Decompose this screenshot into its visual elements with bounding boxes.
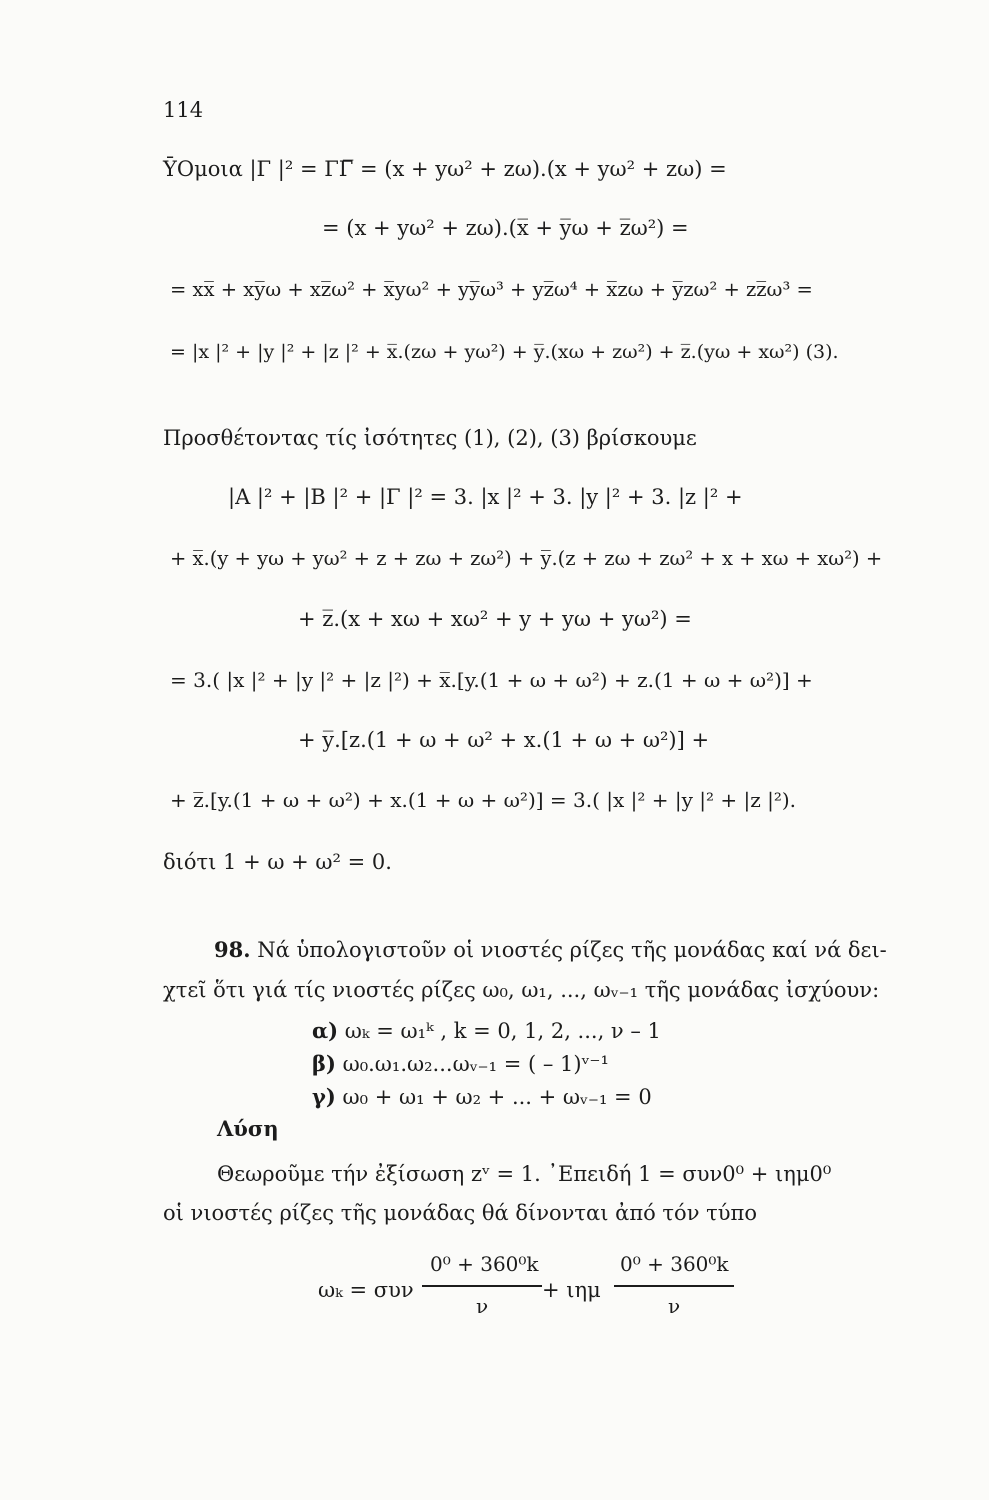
item-b-text: ω₀.ω₁.ω₂...ωᵥ₋₁ = ( – 1)ᵛ⁻¹ (335, 1052, 609, 1076)
formula-numerator-2: 0⁰ + 360⁰k (620, 1252, 729, 1276)
equation-line-10: + y̅.[z.(1 + ω + ω² + x.(1 + ω + ω²)] + (298, 728, 710, 752)
paragraph-text: Προσθέτοντας τίς ἰσότητες (1), (2), (3) βρίσκουμε (163, 426, 697, 450)
equation-line-3: = xx̅ + xy̅ω + xz̅ω² + x̅yω² + yy̅ω³ + yz̅ω⁴ + x̅zω + y̅zω² + zz̅ω³ = (170, 278, 813, 301)
item-a-text: ωₖ = ω₁ᵏ , k = 0, 1, 2, ..., ν – 1 (338, 1019, 661, 1043)
formula-lhs: ωₖ = συν (318, 1278, 414, 1302)
formula-numerator-1: 0⁰ + 360⁰k (430, 1252, 539, 1276)
item-c-text: ω₀ + ω₁ + ω₂ + ... + ωᵥ₋₁ = 0 (335, 1085, 652, 1109)
equation-line-4: = |x |² + |y |² + |z |² + x̅.(zω + yω²) + y̅.(xω + zω²) + z̅.(yω + xω²) (3). (170, 341, 839, 363)
solution-text-2: οἱ νιοστές ρίζες τῆς μονάδας θά δίνονται ἀπό τόν τύπο (163, 1201, 757, 1225)
item-c-label: γ) (312, 1084, 336, 1109)
exercise-text: Νά ὑπολογιστοῦν οἱ νιοστές ρίζες τῆς μονάδας καί νά δει- (250, 938, 887, 962)
item-b-label: β) (312, 1051, 336, 1076)
exercise-number: 98. (214, 937, 251, 962)
equation-line-6: |A |² + |B |² + |Γ |² = 3. |x |² + 3. |y |² + 3. |z |² + (228, 485, 743, 509)
page-number: 114 (163, 98, 204, 122)
item-b (312, 1050, 609, 1078)
formula-middle: + ιημ (542, 1278, 601, 1302)
equation-line-12: διότι 1 + ω + ω² = 0. (163, 850, 392, 874)
equation-line-9: = 3.( |x |² + |y |² + |z |²) + x̅.[y.(1 + ω + ω²) + z.(1 + ω + ω²)] + (170, 668, 813, 692)
solution-text-1: Θεωροῦμε τήν ἐξίσωση zᵛ = 1. ᾿Επειδή 1 = συν0⁰ + ιημ0⁰ (217, 1162, 832, 1186)
equation-line-8: + z̅.(x + xω + xω² + y + yω + yω²) = (298, 607, 692, 631)
equation-line-2: = (x + yω² + zω).(x̅ + y̅ω + z̅ω²) = (322, 216, 689, 240)
formula-denominator-1: ν (476, 1294, 489, 1318)
equation-line-11: + z̅.[y.(1 + ω + ω²) + x.(1 + ω + ω²)] = 3.( |x |² + |y |² + |z |²). (170, 788, 797, 812)
item-a-label: α) (312, 1018, 339, 1043)
item-a (312, 1017, 661, 1045)
equation-line-7: + x̅.(y + yω + yω² + z + zω + zω²) + y̅.(z + zω + zω² + x + xω + xω²) + (170, 547, 883, 570)
formula-denominator-2: ν (668, 1294, 681, 1318)
equation-line-1: ῩΟμοια |Γ |² = ΓΓ̅ = (x + yω² + zω).(x + yω² + zω) = (163, 157, 727, 181)
exercise-statement-cont: χτεῖ ὅτι γιά τίς νιοστές ρίζες ω₀, ω₁, ..., ωᵥ₋₁ τῆς μονάδας ἰσχύουν: (163, 978, 880, 1002)
exercise-statement (214, 936, 887, 964)
fraction-bar-1 (422, 1285, 542, 1287)
item-c (312, 1083, 652, 1111)
root-formula (318, 1250, 748, 1320)
fraction-bar-2 (614, 1285, 734, 1287)
solution-heading: Λύση (217, 1116, 279, 1141)
